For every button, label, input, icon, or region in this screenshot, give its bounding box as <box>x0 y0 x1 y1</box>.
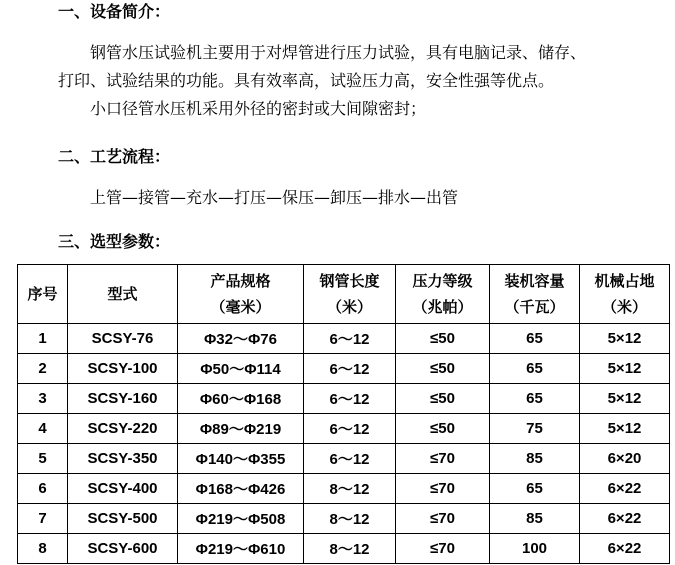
table-cell: 8～12 <box>304 474 396 504</box>
table-cell: 100 <box>490 534 580 564</box>
table-header-row <box>18 265 670 324</box>
table-header-cell <box>68 265 178 324</box>
header-label: 序号 <box>27 285 58 303</box>
table-cell: 5 <box>18 444 68 474</box>
table-row <box>18 354 670 384</box>
table-header-cell <box>580 265 670 324</box>
table-cell: 6×22 <box>580 474 670 504</box>
table-cell: 5×12 <box>580 414 670 444</box>
table-header-cell <box>178 265 304 324</box>
table-cell: SCSY-220 <box>68 414 178 444</box>
table-cell: 1 <box>18 324 68 354</box>
table-cell: 6～12 <box>304 414 396 444</box>
table-row <box>18 534 670 564</box>
table-cell: 5×12 <box>580 384 670 414</box>
table-cell: SCSY-100 <box>68 354 178 384</box>
table-header-cell <box>490 265 580 324</box>
table-cell: SCSY-600 <box>68 534 178 564</box>
table-row <box>18 384 670 414</box>
table-cell: ≤70 <box>396 504 490 534</box>
table-cell: ≤70 <box>396 474 490 504</box>
header-label: 产品规格 <box>210 272 271 290</box>
table-cell: SCSY-350 <box>68 444 178 474</box>
table-cell: Φ219～Φ610 <box>178 534 304 564</box>
header-label: 装机容量 <box>504 272 565 290</box>
header-label: 钢管长度 <box>319 272 380 290</box>
table-cell: 65 <box>490 384 580 414</box>
table-cell: 5×12 <box>580 324 670 354</box>
table-row <box>18 324 670 354</box>
table-cell: ≤70 <box>396 534 490 564</box>
table-cell: 65 <box>490 324 580 354</box>
table-cell: 6×22 <box>580 534 670 564</box>
header-label: 型式 <box>107 285 138 303</box>
table-cell: 6～12 <box>304 444 396 474</box>
table-header <box>18 265 670 324</box>
header-label: 机械占地 <box>594 272 655 290</box>
table-cell: 6～12 <box>304 384 396 414</box>
header-unit: （米） <box>601 298 647 316</box>
table-cell: SCSY-500 <box>68 504 178 534</box>
table-cell: ≤50 <box>396 324 490 354</box>
table-cell: Φ168～Φ426 <box>178 474 304 504</box>
table-row <box>18 474 670 504</box>
header-unit: （兆帕） <box>412 298 473 316</box>
table-header-cell <box>304 265 396 324</box>
table-cell: 85 <box>490 504 580 534</box>
table-cell: 65 <box>490 474 580 504</box>
header-unit: （米） <box>326 298 372 316</box>
table-cell: ≤50 <box>396 414 490 444</box>
intro-line-2: 打印、试验结果的功能。具有效率高，试验压力高，安全性强等优点。 <box>58 71 555 90</box>
table-cell: 7 <box>18 504 68 534</box>
table-cell: 4 <box>18 414 68 444</box>
intro-line-1: 钢管水压试验机主要用于对焊管进行压力试验，具有电脑记录、储存、 <box>90 43 587 62</box>
table-cell: ≤50 <box>396 354 490 384</box>
section-heading-selection: 三、选型参数： <box>58 232 171 251</box>
table-row <box>18 444 670 474</box>
table-cell: 3 <box>18 384 68 414</box>
header-label: 压力等级 <box>412 272 473 290</box>
table-cell: Φ32～Φ76 <box>178 324 304 354</box>
table-cell: Φ50～Φ114 <box>178 354 304 384</box>
table-cell: 75 <box>490 414 580 444</box>
table-cell: 2 <box>18 354 68 384</box>
header-unit: （毫米） <box>210 298 271 316</box>
table-cell: 6～12 <box>304 324 396 354</box>
header-unit: （千瓦） <box>504 298 565 316</box>
table-row <box>18 504 670 534</box>
table-cell: 6×20 <box>580 444 670 474</box>
table-cell: 6×22 <box>580 504 670 534</box>
table-cell: 5×12 <box>580 354 670 384</box>
table-cell: Φ89～Φ219 <box>178 414 304 444</box>
intro-line-3: 小口径管水压机采用外径的密封或大间隙密封； <box>90 99 427 118</box>
table-cell: 8～12 <box>304 534 396 564</box>
selection-table <box>17 264 670 564</box>
table-cell: 8～12 <box>304 504 396 534</box>
table-cell: 8 <box>18 534 68 564</box>
table-cell: ≤70 <box>396 444 490 474</box>
process-flow: 上管—接管—充水—打压—保压—卸压—排水—出管 <box>90 188 459 207</box>
table-header-cell <box>18 265 68 324</box>
table-body <box>18 324 670 564</box>
table-cell: Φ140～Φ355 <box>178 444 304 474</box>
table-cell: ≤50 <box>396 384 490 414</box>
table-header-cell <box>396 265 490 324</box>
table-cell: SCSY-160 <box>68 384 178 414</box>
table-row <box>18 414 670 444</box>
table-cell: SCSY-76 <box>68 324 178 354</box>
table-cell: 6～12 <box>304 354 396 384</box>
section-heading-process: 二、工艺流程： <box>58 147 171 166</box>
section-heading-intro: 一、设备简介： <box>58 2 171 21</box>
table-cell: SCSY-400 <box>68 474 178 504</box>
table-cell: 65 <box>490 354 580 384</box>
table-cell: 6 <box>18 474 68 504</box>
table-cell: Φ60～Φ168 <box>178 384 304 414</box>
table-cell: Φ219～Φ508 <box>178 504 304 534</box>
table-cell: 85 <box>490 444 580 474</box>
